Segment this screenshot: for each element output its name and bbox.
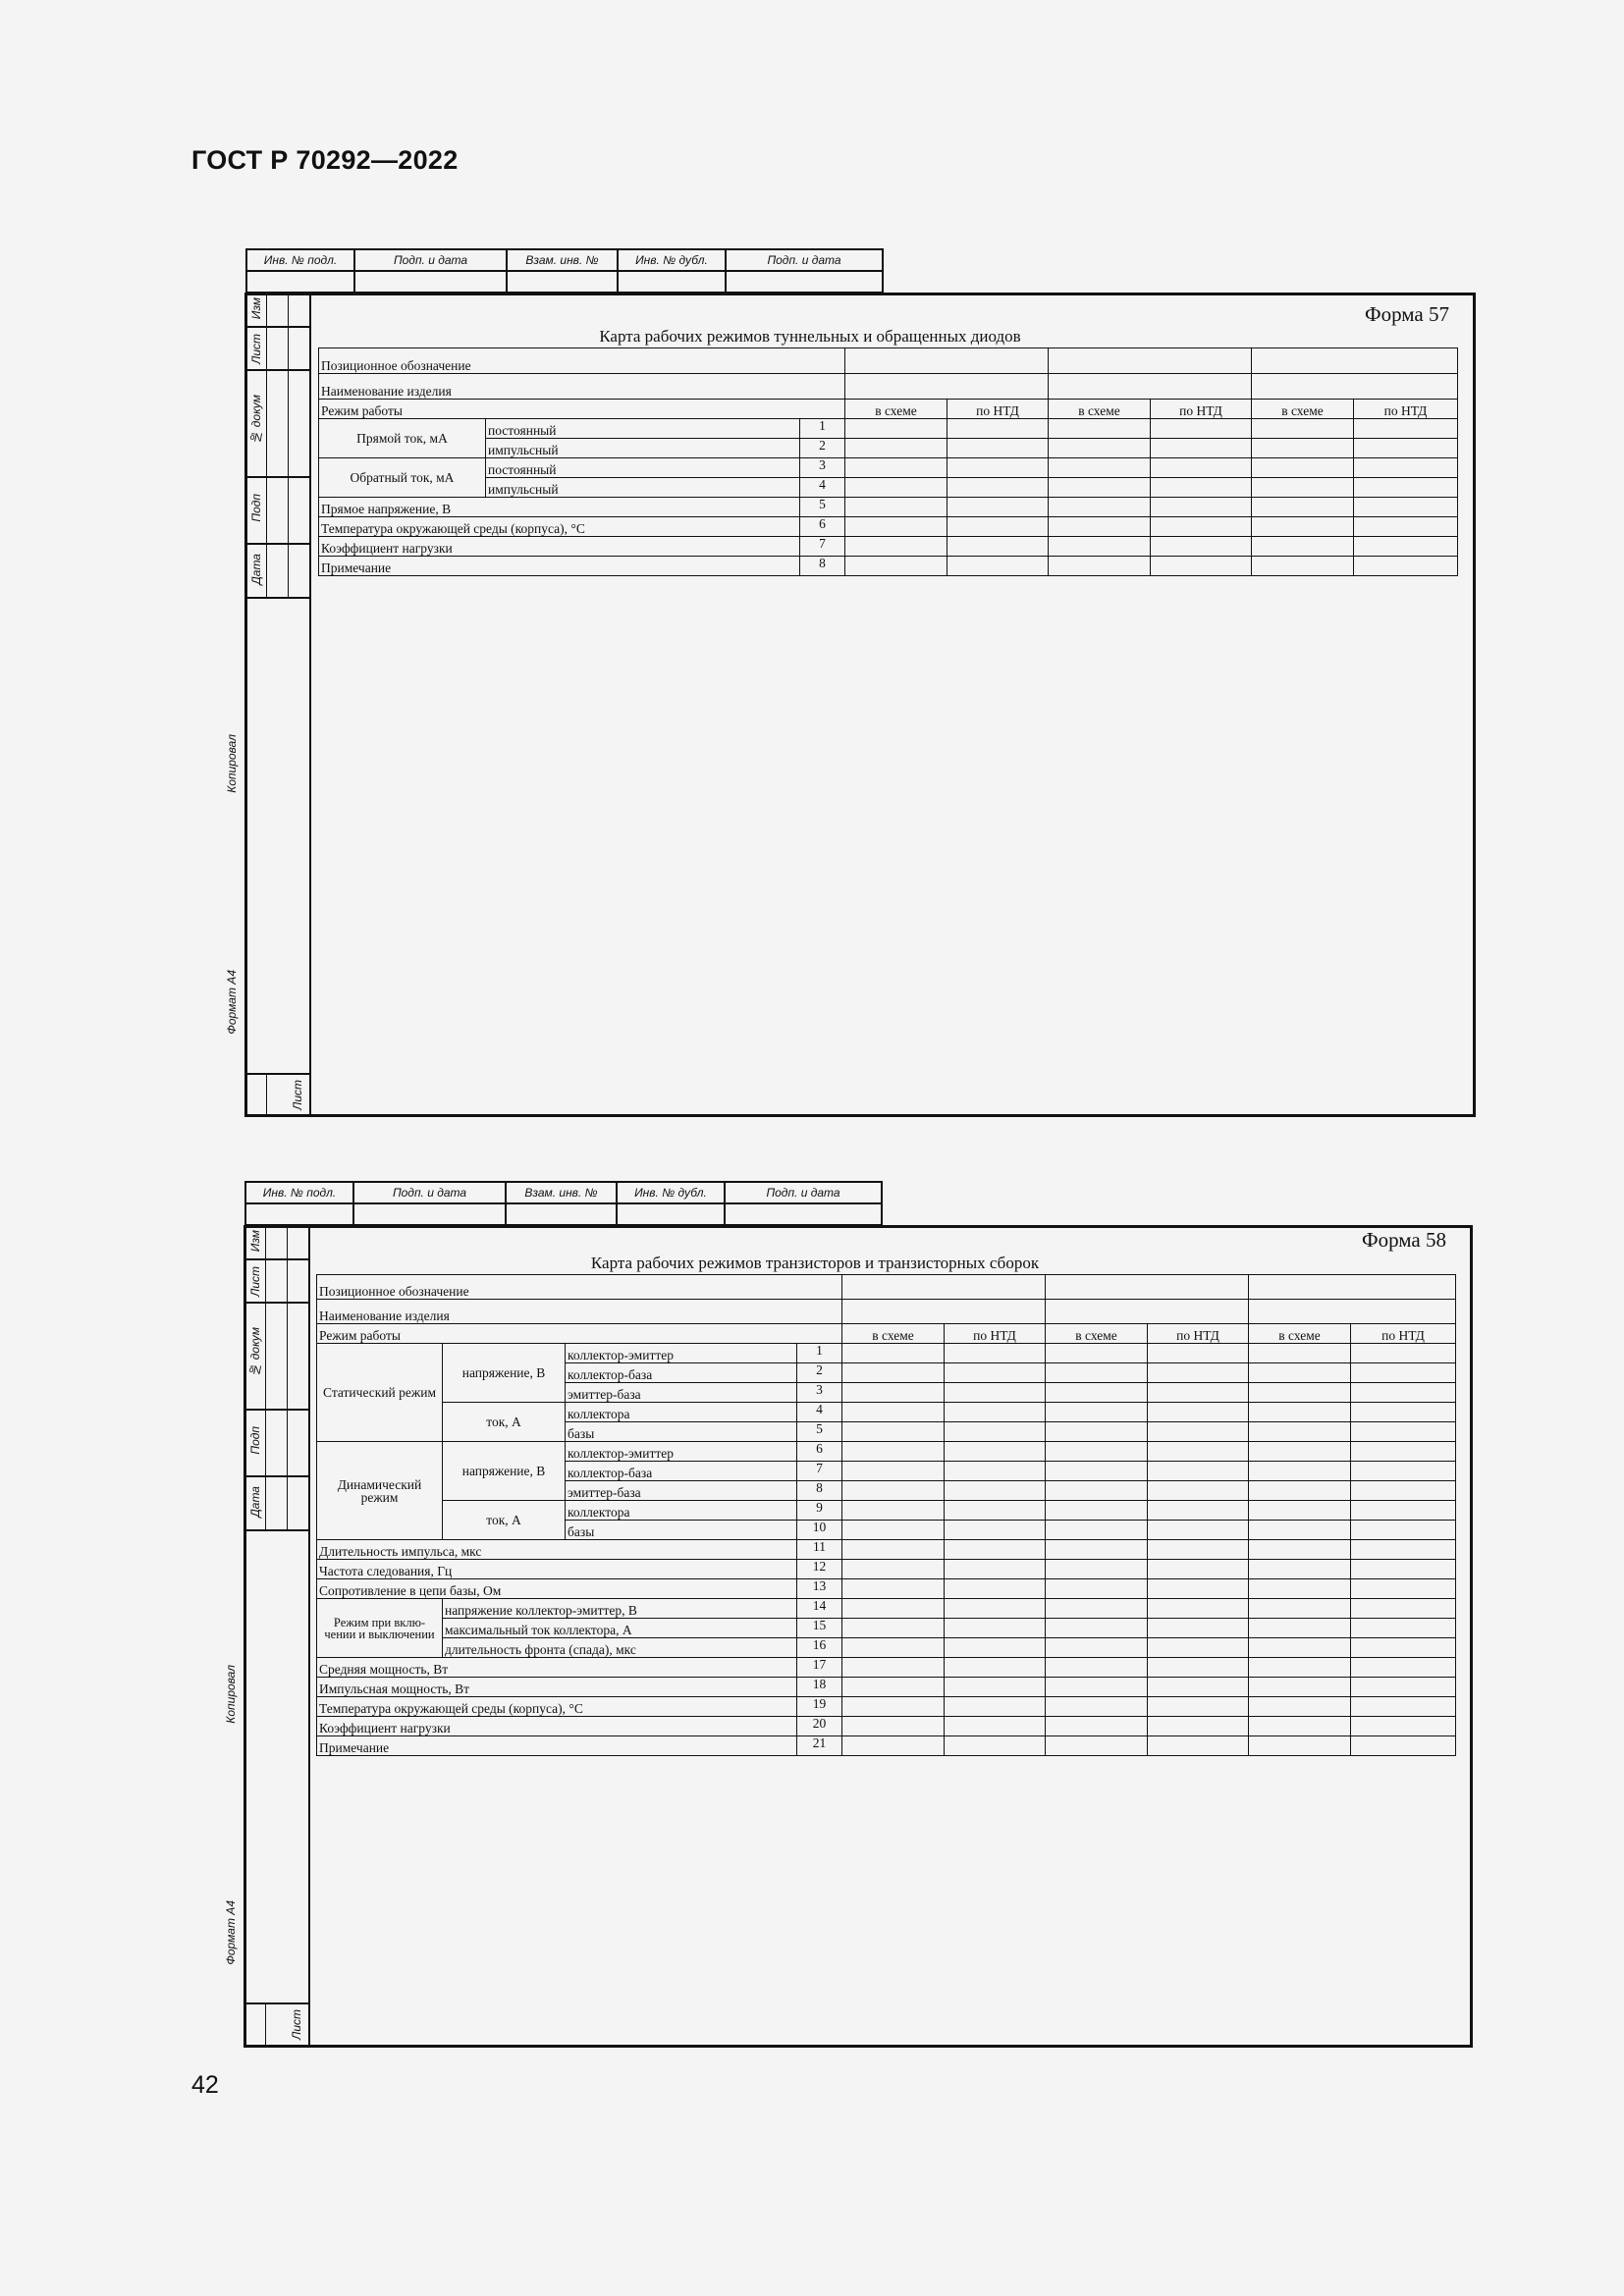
- sub-group-label: ток, А: [443, 1403, 566, 1442]
- row-number: 19: [797, 1697, 842, 1717]
- row-label: коллектор-эмиттер: [566, 1344, 797, 1363]
- group-label: Прямой ток, мА: [319, 419, 486, 458]
- form57-table: [318, 347, 1458, 576]
- document-code: ГОСТ Р 70292—2022: [191, 145, 459, 175]
- group-label: Режим при вклю-чении и выключении: [317, 1599, 443, 1658]
- row-label: Позиционное обозначение: [317, 1275, 842, 1300]
- row-label: максимальный ток коллектора, А: [443, 1619, 797, 1638]
- row-number: 1: [800, 419, 845, 439]
- side-label-list: Лист: [248, 1266, 262, 1297]
- table-row: [319, 458, 1458, 478]
- row-label: Наименование изделия: [319, 374, 845, 400]
- row-number: 18: [797, 1678, 842, 1697]
- col-header: в схеме: [842, 1324, 945, 1344]
- table-row: [317, 1403, 1456, 1422]
- row-number: 21: [797, 1736, 842, 1756]
- group-label: Динамический режим: [317, 1442, 443, 1540]
- row-label: Позиционное обозначение: [319, 348, 845, 374]
- row-label: Режим работы: [317, 1324, 842, 1344]
- col-header: по НТД: [1354, 400, 1458, 419]
- table-row: [317, 1736, 1456, 1756]
- side-label-kopiroval: Копировал: [224, 1665, 238, 1724]
- side-label-podp: Подп: [248, 1426, 262, 1455]
- row-label: Примечание: [319, 557, 800, 576]
- table-row: [317, 1599, 1456, 1619]
- side-label-format: Формат А4: [225, 970, 239, 1035]
- row-label: коллектор-база: [566, 1462, 797, 1481]
- table-row: [317, 1560, 1456, 1579]
- col-header: по НТД: [945, 1324, 1046, 1344]
- row-label: Коэффициент нагрузки: [319, 537, 800, 557]
- row-number: 13: [797, 1579, 842, 1599]
- row-label: эмиттер-база: [566, 1383, 797, 1403]
- row-number: 12: [797, 1560, 842, 1579]
- row-number: 3: [797, 1383, 842, 1403]
- row-label: коллектора: [566, 1403, 797, 1422]
- sub-group-label: ток, А: [443, 1501, 566, 1540]
- col-header: по НТД: [947, 400, 1049, 419]
- row-label: Сопротивление в цепи базы, Ом: [317, 1579, 797, 1599]
- side-label-n-dokum: № докум: [249, 395, 263, 445]
- col-header: в схеме: [1049, 400, 1151, 419]
- table-row: [319, 498, 1458, 517]
- table-row: [317, 1442, 1456, 1462]
- col-header: в схеме: [1046, 1324, 1148, 1344]
- stamp-label: Инв. № дубл.: [618, 249, 726, 271]
- row-number: 4: [800, 478, 845, 498]
- side-label-list-bottom: Лист: [291, 1080, 304, 1110]
- row-label: Прямое напряжение, В: [319, 498, 800, 517]
- table-row: [317, 1501, 1456, 1521]
- stamp-label: Инв. № дубл.: [617, 1182, 725, 1203]
- row-label: Наименование изделия: [317, 1300, 842, 1324]
- table-row: [317, 1300, 1456, 1324]
- table-row: [317, 1717, 1456, 1736]
- row-number: 3: [800, 458, 845, 478]
- stamp-label: Подп. и дата: [354, 249, 507, 271]
- table-row: [317, 1678, 1456, 1697]
- form57-label: Форма 57: [1365, 302, 1449, 326]
- table-row: [317, 1619, 1456, 1638]
- row-number: 8: [797, 1481, 842, 1501]
- row-number: 7: [797, 1462, 842, 1481]
- form58-side-strip: [224, 1225, 310, 2048]
- col-header: по НТД: [1351, 1324, 1456, 1344]
- col-header: в схеме: [1252, 400, 1354, 419]
- row-label: импульсный: [486, 439, 800, 458]
- row-label: Частота следования, Гц: [317, 1560, 797, 1579]
- row-number: 6: [800, 517, 845, 537]
- row-label: Примечание: [317, 1736, 797, 1756]
- row-number: 2: [800, 439, 845, 458]
- row-label: Средняя мощность, Вт: [317, 1658, 797, 1678]
- table-row: [319, 517, 1458, 537]
- table-row: [319, 374, 1458, 400]
- row-label: коллектор-эмиттер: [566, 1442, 797, 1462]
- row-label: Режим работы: [319, 400, 845, 419]
- row-number: 5: [800, 498, 845, 517]
- row-label: Температура окружающей среды (корпуса), °С: [319, 517, 800, 537]
- side-label-podp: Подп: [249, 494, 263, 522]
- row-label: базы: [566, 1422, 797, 1442]
- table-row: [317, 1579, 1456, 1599]
- row-label: длительность фронта (спада), мкс: [443, 1638, 797, 1658]
- row-number: 16: [797, 1638, 842, 1658]
- side-label-data: Дата: [249, 554, 263, 585]
- row-label: коллектора: [566, 1501, 797, 1521]
- sub-group-label: напряжение, В: [443, 1442, 566, 1501]
- side-label-list-bottom: Лист: [290, 2009, 303, 2040]
- row-number: 9: [797, 1501, 842, 1521]
- table-row: [317, 1540, 1456, 1560]
- row-label: Температура окружающей среды (корпуса), °С: [317, 1697, 797, 1717]
- stamp-label: Инв. № подл.: [246, 249, 354, 271]
- row-number: 4: [797, 1403, 842, 1422]
- row-number: 6: [797, 1442, 842, 1462]
- row-number: 2: [797, 1363, 842, 1383]
- row-number: 15: [797, 1619, 842, 1638]
- row-label: Коэффициент нагрузки: [317, 1717, 797, 1736]
- stamp-label: Подп. и дата: [726, 249, 883, 271]
- table-row: [317, 1697, 1456, 1717]
- row-number: 7: [800, 537, 845, 557]
- col-header: по НТД: [1148, 1324, 1249, 1344]
- row-label: постоянный: [486, 458, 800, 478]
- sub-group-label: напряжение, В: [443, 1344, 566, 1403]
- row-number: 10: [797, 1521, 842, 1540]
- form57-side-strip: [225, 293, 311, 1117]
- stamp-label: Взам. инв. №: [506, 1182, 617, 1203]
- row-label: коллектор-база: [566, 1363, 797, 1383]
- table-row: [319, 537, 1458, 557]
- row-label: импульсный: [486, 478, 800, 498]
- table-row: [319, 400, 1458, 419]
- table-row: [319, 557, 1458, 576]
- table-row: [317, 1638, 1456, 1658]
- form57-title: Карта рабочих режимов туннельных и обращенных диодов: [599, 327, 1021, 346]
- col-header: по НТД: [1151, 400, 1252, 419]
- row-label: Импульсная мощность, Вт: [317, 1678, 797, 1697]
- page-number: 42: [191, 2071, 219, 2099]
- row-number: 20: [797, 1717, 842, 1736]
- table-row: [319, 439, 1458, 458]
- side-label-list: Лист: [249, 334, 263, 364]
- side-label-izm: Изм: [248, 1230, 262, 1253]
- side-label-kopiroval: Копировал: [225, 734, 239, 793]
- side-label-izm: Изм: [249, 297, 263, 320]
- table-row: [317, 1658, 1456, 1678]
- side-label-data: Дата: [248, 1486, 262, 1518]
- row-label: постоянный: [486, 419, 800, 439]
- row-label: эмиттер-база: [566, 1481, 797, 1501]
- row-number: 8: [800, 557, 845, 576]
- form58-title: Карта рабочих режимов транзисторов и транзисторных сборок: [590, 1254, 1040, 1272]
- col-header: в схеме: [1249, 1324, 1351, 1344]
- table-row: [317, 1275, 1456, 1300]
- form58-table: [316, 1274, 1456, 1756]
- stamp-label: Подп. и дата: [725, 1182, 882, 1203]
- side-label-format: Формат А4: [224, 1900, 238, 1965]
- row-number: 11: [797, 1540, 842, 1560]
- table-row: [317, 1344, 1456, 1363]
- stamp-label: Инв. № подл.: [245, 1182, 353, 1203]
- form57-stamp: [245, 248, 884, 294]
- group-label: Статический режим: [317, 1344, 443, 1442]
- col-header: в схеме: [845, 400, 947, 419]
- row-label: Длительность импульса, мкс: [317, 1540, 797, 1560]
- table-row: [319, 419, 1458, 439]
- form58-label: Форма 58: [1362, 1228, 1446, 1252]
- row-number: 5: [797, 1422, 842, 1442]
- row-number: 14: [797, 1599, 842, 1619]
- table-row: [319, 348, 1458, 374]
- group-label: Обратный ток, мА: [319, 458, 486, 498]
- row-number: 17: [797, 1658, 842, 1678]
- side-label-n-dokum: № докум: [248, 1327, 262, 1377]
- row-label: базы: [566, 1521, 797, 1540]
- row-label: напряжение коллектор-эмиттер, В: [443, 1599, 797, 1619]
- table-row: [319, 478, 1458, 498]
- row-number: 1: [797, 1344, 842, 1363]
- table-row: [317, 1324, 1456, 1344]
- stamp-label: Взам. инв. №: [507, 249, 618, 271]
- stamp-label: Подп. и дата: [353, 1182, 506, 1203]
- form58-stamp: [244, 1181, 883, 1226]
